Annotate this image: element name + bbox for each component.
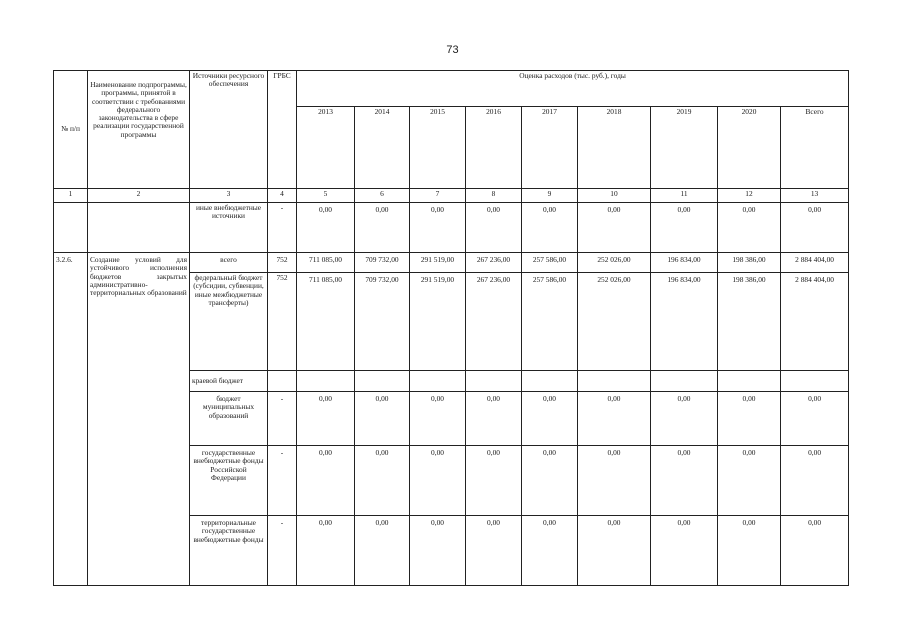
column-number: 1 [54,189,88,203]
row-value: 709 732,00 [355,273,410,371]
group-name: Создание условий для устойчивого исполнения бюджетов закрытых административно-территориальных образований [88,253,190,586]
group-number: 3.2.6. [54,253,88,586]
row-value: 0,00 [522,203,578,253]
table-row [54,253,849,273]
row-grbs: - [268,203,297,253]
header-year: 2015 [410,107,466,189]
header-col-estimate: Оценка расходов (тыс. руб.), годы [297,71,849,107]
row-source: краевой бюджет [190,371,268,392]
header-row-top [54,71,849,107]
row-value: 198 386,00 [718,253,781,273]
row-value: 0,00 [355,392,410,446]
row-value [522,371,578,392]
row-value: 0,00 [718,516,781,586]
row-value: 267 236,00 [466,253,522,273]
column-number: 13 [781,189,849,203]
row-value: 0,00 [466,446,522,516]
row-value: 0,00 [297,203,355,253]
row-value: 0,00 [466,203,522,253]
row-source: всего [190,253,268,273]
column-number: 11 [651,189,718,203]
row-grbs: - [268,516,297,586]
header-year-total: Всего [781,107,849,189]
header-year: 2018 [578,107,651,189]
row-value [651,371,718,392]
row-value: 2 884 404,00 [781,273,849,371]
row-number [54,203,88,253]
row-grbs: 752 [268,253,297,273]
column-number: 8 [466,189,522,203]
row-value: 0,00 [651,446,718,516]
column-number: 9 [522,189,578,203]
row-value: 0,00 [781,392,849,446]
row-grbs: - [268,446,297,516]
row-value [355,371,410,392]
row-value: 0,00 [578,203,651,253]
row-value: 0,00 [651,203,718,253]
row-value: 267 236,00 [466,273,522,371]
header-col-grbs: ГРБС [268,71,297,189]
row-value: 0,00 [410,446,466,516]
row-value: 0,00 [718,203,781,253]
row-value: 0,00 [578,392,651,446]
row-value: 291 519,00 [410,273,466,371]
header-year: 2014 [355,107,410,189]
row-value: 252 026,00 [578,273,651,371]
row-value: 0,00 [522,516,578,586]
row-value: 0,00 [522,446,578,516]
row-source: государственные внебюджетные фонды Российской Федерации [190,446,268,516]
row-grbs [268,371,297,392]
row-value: 0,00 [578,446,651,516]
row-value: 0,00 [718,392,781,446]
page-number: 73 [446,44,459,56]
header-year: 2019 [651,107,718,189]
column-number: 2 [88,189,190,203]
row-value: 291 519,00 [410,253,466,273]
row-source: бюджет муниципальных образований [190,392,268,446]
row-value: 0,00 [410,203,466,253]
row-value [410,371,466,392]
column-number-row [54,189,849,203]
row-value: 0,00 [781,516,849,586]
row-value: 0,00 [355,516,410,586]
row-value: 0,00 [522,392,578,446]
table-row [54,203,849,253]
row-source: иные внебюджетные источники [190,203,268,253]
row-source: территориальные государственные внебюджетные фонды [190,516,268,586]
row-value: 198 386,00 [718,273,781,371]
row-source: федеральный бюджет (субсидии, субвенции, иные межбюджетные трансферты) [190,273,268,371]
header-year: 2013 [297,107,355,189]
row-value: 0,00 [297,446,355,516]
row-value [297,371,355,392]
row-value: 0,00 [355,203,410,253]
header-col-name: Наименование подпрограммы, программы, принятой в соответствии с требованиями федерального законодательства в сфере реализации государственной программы [88,71,190,189]
row-value: 0,00 [297,392,355,446]
row-value [466,371,522,392]
header-year: 2020 [718,107,781,189]
header-year: 2017 [522,107,578,189]
row-value: 0,00 [718,446,781,516]
row-value: 0,00 [297,516,355,586]
row-value [781,371,849,392]
row-value: 0,00 [410,392,466,446]
column-number: 10 [578,189,651,203]
column-number: 5 [297,189,355,203]
row-value: 709 732,00 [355,253,410,273]
row-value: 0,00 [651,516,718,586]
header-col-source: Источники ресурсного обеспечения [190,71,268,189]
row-value: 257 586,00 [522,273,578,371]
row-value: 0,00 [410,516,466,586]
header-year: 2016 [466,107,522,189]
row-name [88,203,190,253]
row-value: 196 834,00 [651,253,718,273]
row-value: 0,00 [781,446,849,516]
column-number: 12 [718,189,781,203]
column-number: 3 [190,189,268,203]
row-value: 0,00 [781,203,849,253]
row-grbs: 752 [268,273,297,371]
row-value: 252 026,00 [578,253,651,273]
row-value [578,371,651,392]
row-value: 0,00 [466,516,522,586]
budget-table [53,70,849,586]
row-value: 0,00 [355,446,410,516]
row-value: 196 834,00 [651,273,718,371]
row-grbs: - [268,392,297,446]
column-number: 4 [268,189,297,203]
column-number: 6 [355,189,410,203]
header-col-no: № п/п [54,71,88,189]
row-value [718,371,781,392]
row-value: 257 586,00 [522,253,578,273]
row-value: 0,00 [651,392,718,446]
column-number: 7 [410,189,466,203]
row-value: 0,00 [578,516,651,586]
row-value: 2 884 404,00 [781,253,849,273]
row-value: 711 085,00 [297,273,355,371]
row-value: 711 085,00 [297,253,355,273]
row-value: 0,00 [466,392,522,446]
